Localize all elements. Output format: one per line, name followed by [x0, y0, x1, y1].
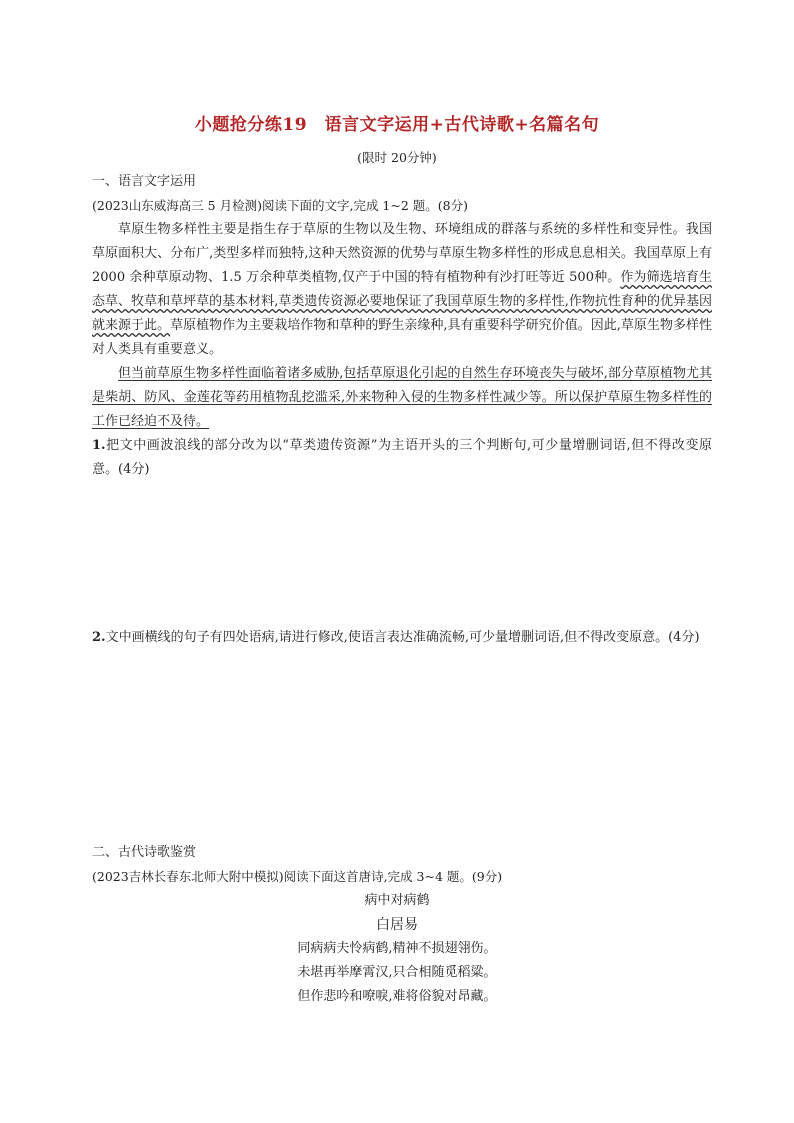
time-limit: (限时 20分钟)	[357, 150, 437, 165]
question-1	[92, 434, 712, 482]
section-language	[92, 170, 712, 482]
question-2	[92, 626, 712, 650]
poem-line: 同病病夫怜病鹤,精神不损翅翎伤。	[297, 941, 497, 956]
question-2-block	[92, 626, 712, 650]
poem-line: 未堪再举摩霄汉,只合相随觅稻粱。	[297, 965, 497, 980]
question-2-number: 2.	[92, 630, 106, 645]
poem-line: 但作悲吟和嘹唳,难将俗貌对昂藏。	[297, 989, 497, 1004]
section1-heading: 一、语言文字运用	[92, 174, 197, 189]
page-title: 小题抢分练19 语言文字运用+古代诗歌+名篇名句	[194, 115, 600, 135]
p1-text-b: 草原植物作为主要栽培作物和草种的野生亲缘种,具有重要科学研究价值。因此,草原生物多样性对人类具有重要意义。	[92, 318, 712, 357]
passage-paragraph-2	[92, 362, 712, 434]
section-poetry	[92, 841, 712, 889]
p1-wavy-text: 作为筛选培育生态草、牧草和草坪草的基本材料,草类遗传资源必要地保证了我国草原生物的多样性,作物抗性育种的优异基因就来源于此。	[92, 270, 712, 333]
p2-underlined-text: 但当前草原生物多样性面临着诸多威胁,包括草原退化引起的自然生存环境丧失与破坏,部分草原植物尤其是柴胡、防风、金莲花等药用植物乱挖滥采,外来物种入侵的生物多样性减少等。所以保护草原生物多样性的工作已经迫不及待。	[92, 366, 712, 429]
p1-text-a: 草原生物多样性主要是指生存于草原的生物以及生物、环境组成的群落与系统的多样性和变异性。我国草原面积大、分布广,类型多样而独特,这种天然资源的优势与草原生物多样性的形成息息相关。我国草原上有 2000 余种草原动物、1.5 万余种草类植物,仅产于中国的特有植物种有沙打旺等近 500种。	[92, 222, 712, 285]
question-1-text: 把文中画波浪线的部分改为以“草类遗传资源”为主语开头的三个判断句,可少量增删词语,但不得改变原意。(4分)	[92, 438, 712, 477]
passage-paragraph-1	[92, 218, 712, 362]
section2-source: (2023吉林长春东北师大附中模拟)阅读下面这首唐诗,完成 3~4 题。(9分)	[92, 869, 503, 884]
poem-author: 白居易	[376, 917, 418, 933]
question-2-text: 文中画横线的句子有四处语病,请进行修改,使语言表达准确流畅,可少量增删词语,但不得改变原意。(4分)	[105, 630, 700, 645]
section2-heading: 二、古代诗歌鉴赏	[92, 845, 197, 860]
poem-title: 病中对病鹤	[364, 893, 430, 908]
poem	[0, 889, 794, 1009]
section1-source: (2023山东威海高三 5 月检测)阅读下面的文字,完成 1~2 题。(8分)	[92, 198, 468, 213]
question-1-number: 1.	[92, 438, 106, 453]
